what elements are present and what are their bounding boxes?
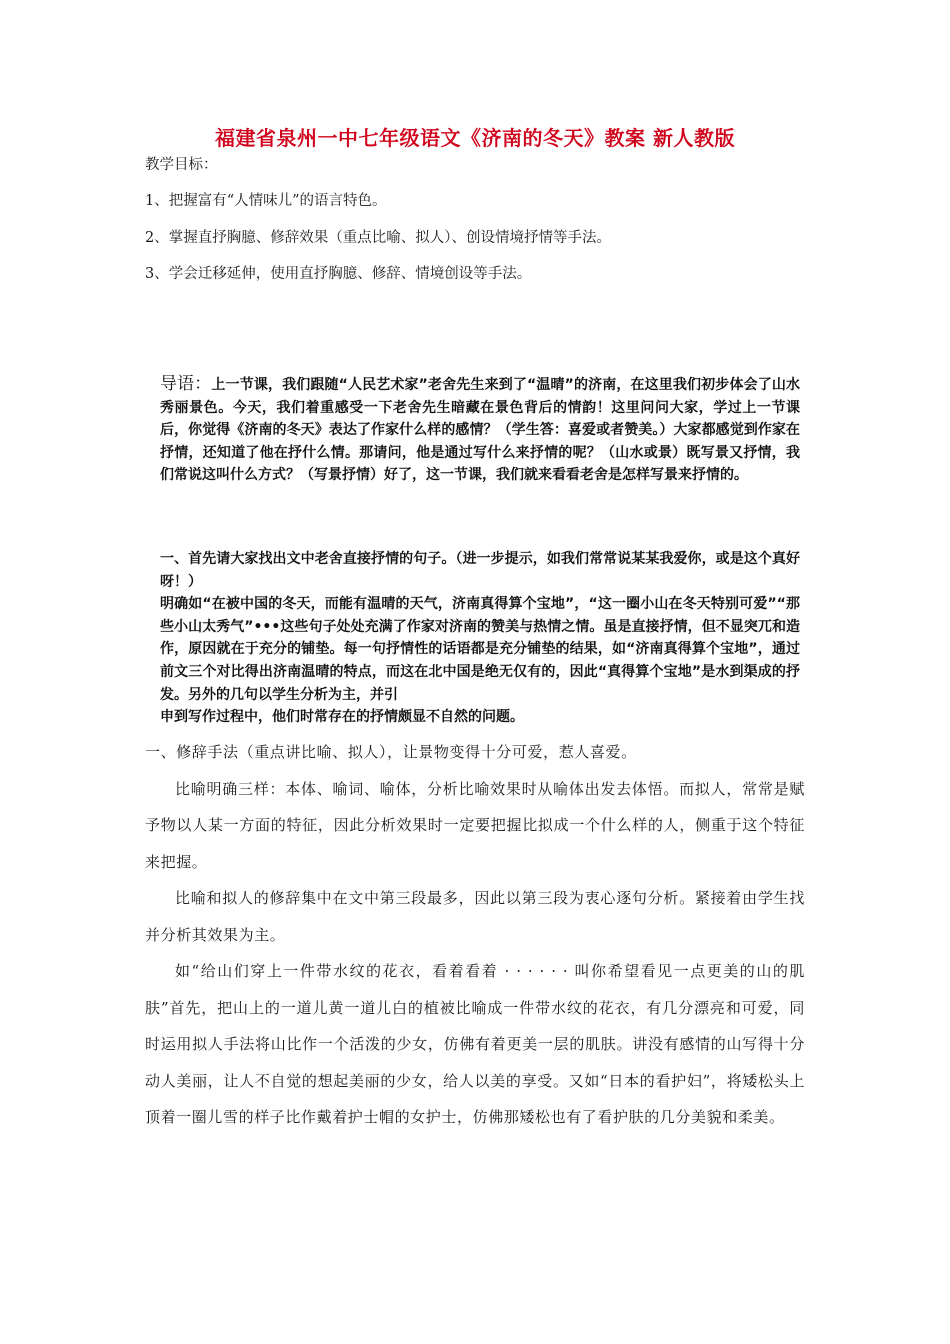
goal-item-3: 3、学会迁移延伸，使用直抒胸臆、修辞、情境创设等手法。 — [145, 266, 532, 282]
intro-text: 上一节课，我们跟随“人民艺术家”老舍先生来到了“温晴”的济南，在这里我们初步体会了山水秀丽景色。今天，我们着重感受一下老舍先生暗藏在景色背后的情韵！这里问问大家，学过上一节课后，你觉得《济南的冬天》表达了作家什么样的感情？（学生答：喜爱或者赞美。）大家都感觉到作家在抒情，还知道了他在抒什么情。那请问，他是通过写什么来抒情的呢？（山水或景）既写景又抒情，我们常说这叫什么方式？（写景抒情）好了，这一节课，我们就来看看老舍是怎样写景来抒情的。 — [160, 377, 800, 484]
section-one-paragraph-3: 申到写作过程中，他们时常存在的抒情颇显不自然的问题。 — [160, 709, 524, 726]
goal-item-1: 1、把握富有“人情味儿”的语言特色。 — [145, 193, 387, 209]
rhetoric-heading: 一、修辞手法（重点讲比喻、拟人），让景物变得十分可爱，惹人喜爱。 — [145, 743, 637, 761]
rhetoric-section — [145, 734, 805, 1136]
section-one-paragraph-2: 明确如“在被中国的冬天，而能有温晴的天气，济南真得算个宝地”，“这一圈小山在冬天特别可爱”“那些小山太秀气”•••这些句子处处充满了作家对济南的赞美与热情之情。虽是直接抒情，但不显突兀和造作，原因就在于充分的铺垫。每一句抒情性的话语都是充分铺垫的结果，如“济南真得算个宝地”，通过前文三个对比得出济南温晴的特点，而这在北中国是绝无仅有的，因此“真得算个宝地”是水到渠成的抒发。另外的几句以学生分析为主，并引 — [160, 596, 800, 703]
goals-heading: 教学目标： — [145, 157, 218, 173]
section-one-block — [160, 548, 800, 728]
section-one-paragraph-1: 一、首先请大家找出文中老舍直接抒情的句子。（进一步提示，如我们常常说某某我爱你，或是这个真好呀！） — [160, 551, 800, 590]
document-title: 福建省泉州一中七年级语文《济南的冬天》教案 新人教版 — [215, 126, 735, 150]
intro-lead: 导语： — [160, 374, 212, 394]
rhetoric-paragraph-1: 比喻明确三样：本体、喻词、喻体，分析比喻效果时从喻体出发去体悟。而拟人，常常是赋予物以人某一方面的特征，因此分析效果时一定要把握比拟成一个什么样的人，侧重于这个特征来把握。 — [145, 779, 805, 871]
intro-block — [160, 373, 800, 487]
rhetoric-paragraph-3: 如“给山们穿上一件带水纹的花衣，看着看着 · · · · · · 叫你希望看见一点更美的山的肌肤”首先，把山上的一道儿黄一道儿白的植被比喻成一件带水纹的花衣，有几分漂亮和可爱，同时运用拟人手法将山比作一个活泼的少女，仿佛有着更美一层的肌肤。讲没有感情的山写得十分动人美丽，让人不自觉的想起美丽的少女，给人以美的享受。又如“日本的看护妇”，将矮松头上顶着一圈儿雪的样子比作戴着护士帽的女护士，仿佛那矮松也有了看护肤的几分美貌和柔美。 — [145, 962, 805, 1126]
rhetoric-paragraph-2: 比喻和拟人的修辞集中在文中第三段最多，因此以第三段为衷心逐句分析。紧接着由学生找并分析其效果为主。 — [145, 889, 805, 944]
goal-item-2: 2、掌握直抒胸臆、修辞效果（重点比喻、拟人）、创设情境抒情等手法。 — [145, 230, 611, 246]
